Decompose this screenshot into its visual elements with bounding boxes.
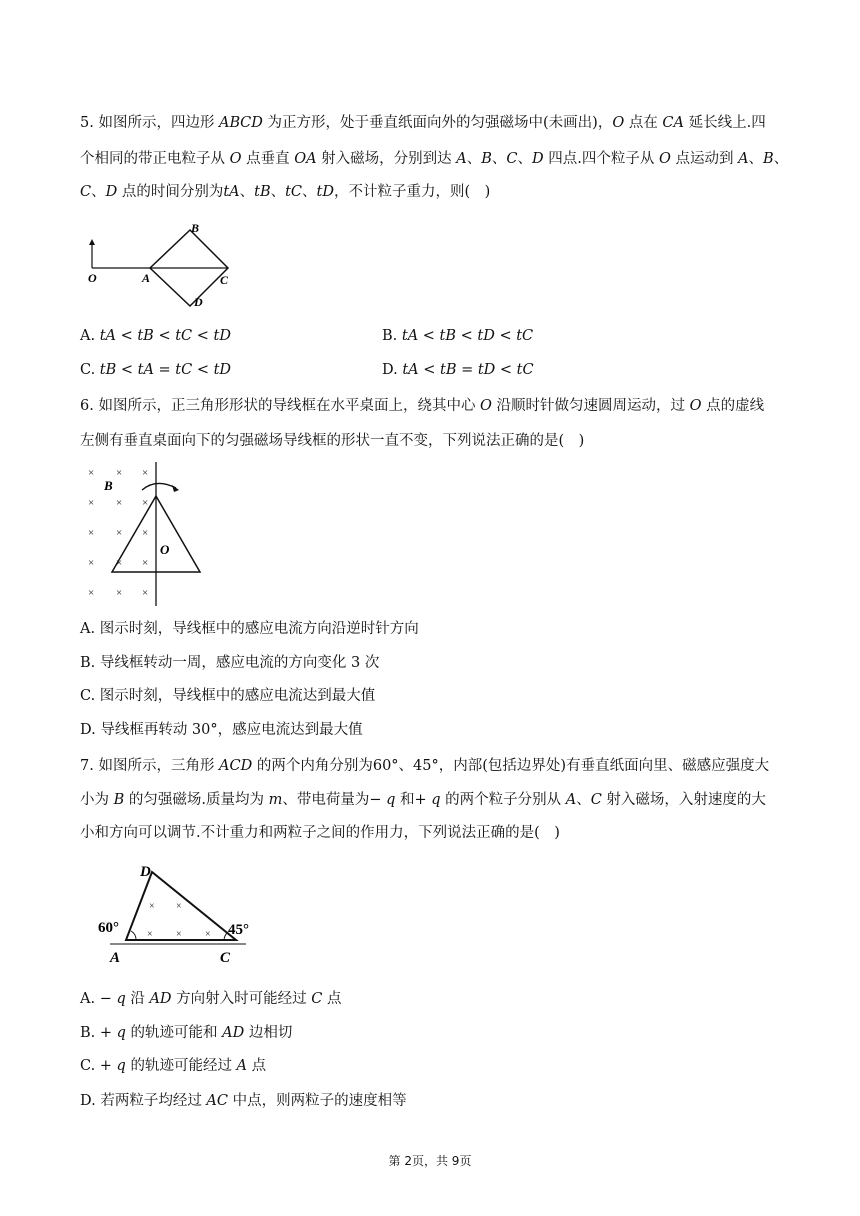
q6-stem-line-2: 左侧有垂直桌面向下的匀强磁场导线框的形状一直不变，下列说法正确的是( ) bbox=[80, 433, 585, 449]
angle-arc-a bbox=[131, 931, 136, 940]
label-d: D bbox=[194, 295, 203, 309]
q7-stem-line-2: 小为 𝐵 的匀强磁场.质量均为 𝑚、带电荷量为− 𝑞 和+ 𝑞 的两个粒子分别从 𝐴、𝐶 射入磁场，入射速度的大 bbox=[80, 792, 766, 808]
label-o-center: O bbox=[160, 542, 170, 557]
field-cross: × bbox=[142, 557, 149, 569]
q7-stem-line-3: 小和方向可以调节.不计重力和两粒子之间的作用力，下列说法正确的是( ) bbox=[80, 825, 560, 841]
q5-stem-line-3: 𝐶、𝐷 点的时间分别为𝑡𝐴、𝑡𝐵、𝑡𝐶、𝑡𝐷，不计粒子重力，则( ) bbox=[80, 184, 491, 200]
q7-option-c: C. + 𝑞 的轨迹可能经过 𝐴 点 bbox=[80, 1058, 267, 1074]
q5-option-a: A. 𝑡𝐴 < 𝑡𝐵 < 𝑡𝐶 < 𝑡𝐷 bbox=[80, 328, 231, 344]
arrow-head-icon bbox=[89, 239, 95, 245]
q5-stem-line-1: 5. 如图所示，四边形 𝐴𝐵𝐶𝐷 为正方形，处于垂直纸面向外的匀强磁场中(未画出)，𝑂 点在 𝐶𝐴 延长线上.四 bbox=[80, 115, 766, 131]
rotation-arc bbox=[142, 483, 176, 490]
label-angle-60: 60° bbox=[98, 920, 119, 936]
q7-option-d: D. 若两粒子均经过 𝐴𝐶 中点，则两粒子的速度相等 bbox=[80, 1093, 407, 1109]
field-cross: × bbox=[147, 929, 153, 940]
field-cross: × bbox=[88, 587, 95, 599]
q5-square-figure bbox=[80, 218, 250, 310]
q7-option-a: A. − 𝑞 沿 𝐴𝐷 方向射入时可能经过 𝐶 点 bbox=[80, 991, 342, 1007]
q5-option-c: C. 𝑡𝐵 < 𝑡𝐴 = 𝑡𝐶 < 𝑡𝐷 bbox=[80, 362, 232, 378]
q6-stem-line-1: 6. 如图所示，正三角形形状的导线框在水平桌面上，绕其中心 𝑂 沿顺时针做匀速圆周运动，过 𝑂 点的虚线 bbox=[80, 398, 765, 414]
q6-option-b: B. 导线框转动一周，感应电流的方向变化 3 次 bbox=[80, 655, 380, 671]
label-b: B bbox=[191, 221, 200, 235]
field-cross: × bbox=[176, 929, 182, 940]
magnetic-field-crosses bbox=[88, 467, 148, 599]
field-cross: × bbox=[142, 497, 149, 509]
label-a: A bbox=[142, 271, 151, 285]
magnetic-field-crosses bbox=[147, 901, 211, 940]
label-d: D bbox=[140, 864, 151, 880]
field-cross: × bbox=[142, 527, 149, 539]
field-cross: × bbox=[116, 527, 123, 539]
q5-stem-line-2: 个相同的带正电粒子从 𝑂 点垂直 𝑂𝐴 射入磁场，分别到达 𝐴、𝐵、𝐶、𝐷 四点.四个粒子从 𝑂 点运动到 𝐴、𝐵、 bbox=[80, 151, 789, 167]
label-c: C bbox=[220, 273, 229, 287]
q7-option-b: B. + 𝑞 的轨迹可能和 𝐴𝐷 边相切 bbox=[80, 1025, 293, 1041]
q6-option-d: D. 导线框再转动 30°，感应电流达到最大值 bbox=[80, 722, 363, 738]
field-cross: × bbox=[88, 497, 95, 509]
field-cross: × bbox=[149, 901, 155, 912]
label-a: A bbox=[110, 950, 121, 966]
q7-stem-line-1: 7. 如图所示，三角形 𝐴𝐶𝐷 的两个内角分别为60°、45°，内部(包括边界处)有垂直纸面向里、磁感应强度大 bbox=[80, 758, 770, 774]
q6-triangle-field-figure bbox=[80, 458, 208, 608]
field-cross: × bbox=[205, 929, 211, 940]
field-cross: × bbox=[88, 467, 95, 479]
label-o: O bbox=[88, 271, 97, 285]
field-cross: × bbox=[142, 587, 149, 599]
q5-option-b: B. 𝑡𝐴 < 𝑡𝐵 < 𝑡𝐷 < 𝑡𝐶 bbox=[382, 328, 534, 344]
field-cross: × bbox=[142, 467, 149, 479]
label-c: C bbox=[220, 950, 231, 966]
field-cross: × bbox=[176, 901, 182, 912]
field-cross: × bbox=[116, 467, 123, 479]
field-cross: × bbox=[88, 527, 95, 539]
field-cross: × bbox=[116, 557, 123, 569]
field-cross: × bbox=[88, 557, 95, 569]
q7-triangle-acd-figure bbox=[96, 858, 266, 968]
q6-option-a: A. 图示时刻，导线框中的感应电流方向沿逆时针方向 bbox=[80, 621, 419, 637]
q6-option-c: C. 图示时刻，导线框中的感应电流达到最大值 bbox=[80, 688, 376, 704]
page-footer: 第 2页，共 9页 bbox=[388, 1154, 472, 1168]
field-cross: × bbox=[116, 497, 123, 509]
label-b-field: B bbox=[104, 478, 113, 493]
q5-option-d: D. 𝑡𝐴 < 𝑡𝐵 = 𝑡𝐷 < 𝑡𝐶 bbox=[382, 362, 534, 378]
rotation-arrow-icon bbox=[172, 485, 179, 492]
field-cross: × bbox=[116, 587, 123, 599]
label-angle-45: 45° bbox=[228, 922, 249, 938]
